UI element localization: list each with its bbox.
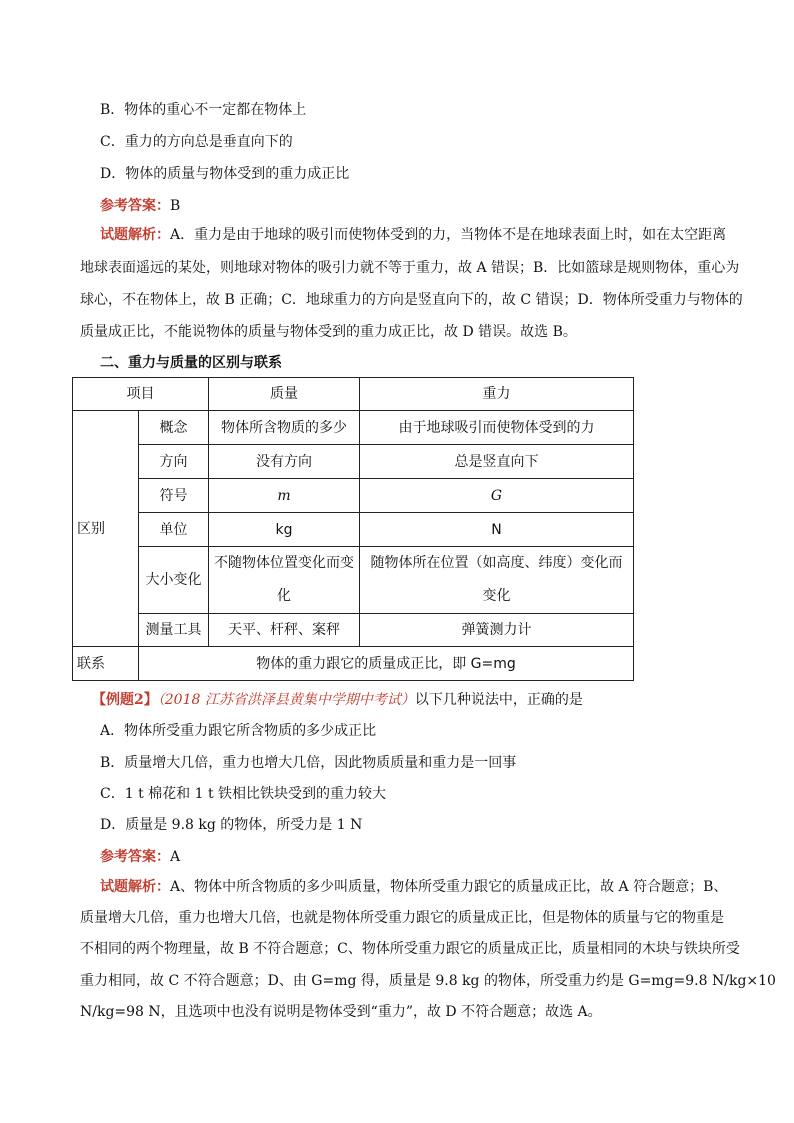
- table-row-name: 方向: [139, 445, 209, 479]
- table-row: [73, 445, 634, 479]
- q1-analysis-line: 球心，不在物体上，故 B 正确；C．地球重力的方向是竖直向下的，故 C 错误；D．物体所受重力与物体的: [80, 292, 743, 308]
- table-row: [73, 547, 634, 614]
- q2-analysis-label: 试题解析：: [100, 879, 170, 895]
- table-row: [73, 614, 634, 647]
- table-row-name: 概念: [139, 411, 209, 445]
- q2-answer-value: A: [170, 849, 181, 865]
- table-cell-weight: 由于地球吸引而使物体受到的力: [360, 411, 634, 445]
- table-row-name: 大小变化: [139, 547, 209, 614]
- q2-analysis-line: 不相同的两个物理量，故 B 不符合题意；C、物体所受重力跟它的质量成正比，质量相同的木块与铁块所受: [80, 941, 740, 957]
- q2-analysis-line: 质量增大几倍，重力也增大几倍，也就是物体所受重力跟它的质量成正比，但是物体的质量与它的物重是: [80, 910, 724, 926]
- q2-answer-label: 参考答案：: [100, 849, 170, 865]
- table-cell-mass: 物体所含物质的多少: [209, 411, 360, 445]
- table-row-name: 符号: [139, 479, 209, 513]
- q1-answer-value: B: [170, 198, 181, 214]
- table-cell-mass: m: [209, 479, 360, 513]
- q2-option-b: B．质量增大几倍，重力也增大几倍，因此物质质量和重力是一回事: [100, 755, 517, 771]
- q1-analysis-line: A．重力是由于地球的吸引而使物体受到的力，当物体不是在地球表面上时，如在太空距离: [170, 227, 727, 243]
- q1-option-b: B．物体的重心不一定都在物体上: [100, 102, 307, 118]
- table-cell-mass: 不随物体位置变化而变化: [209, 547, 360, 614]
- table-row-name: 单位: [139, 513, 209, 547]
- q2-stem: [92, 690, 583, 710]
- q2-option-c: C．1 t 棉花和 1 t 铁相比铁块受到的重力较大: [100, 786, 387, 802]
- q1-answer: [100, 196, 180, 216]
- section-title: 二、重力与质量的区别与联系: [100, 355, 282, 371]
- table-cell-weight: 总是竖直向下: [360, 445, 634, 479]
- table-row: [73, 513, 634, 547]
- table-row: [73, 479, 634, 513]
- table-cell-weight: 随物体所在位置（如高度、纬度）变化而变化: [360, 547, 634, 614]
- mass-weight-table: [72, 377, 634, 681]
- table-cell-mass: kg: [209, 513, 360, 547]
- table-cell-mass: 没有方向: [209, 445, 360, 479]
- q1-analysis-line: 地球表面遥远的某处，则地球对物体的吸引力就不等于重力，故 A 错误；B．比如篮球是规则物体，重心为: [80, 260, 740, 276]
- table-row: [73, 647, 634, 681]
- table-head-weight: 重力: [360, 378, 634, 411]
- table-cell-weight: G: [360, 479, 634, 513]
- table-head-mass: 质量: [209, 378, 360, 411]
- table-head-item: 项目: [73, 378, 209, 411]
- q2-tag: 【例题2】: [92, 692, 158, 708]
- q1-answer-label: 参考答案：: [100, 198, 170, 214]
- table-link-text: 物体的重力跟它的质量成正比，即 G=mg: [139, 647, 634, 681]
- q2-source: （2018 江苏省洪泽县黄集中学期中考试）: [157, 692, 415, 708]
- q2-stem-text: 以下几种说法中，正确的是: [414, 692, 583, 708]
- q1-option-c: C．重力的方向总是垂直向下的: [100, 134, 293, 150]
- table-cell-mass: 天平、杆秤、案秤: [209, 614, 360, 647]
- table-cell-weight: N: [360, 513, 634, 547]
- q2-option-d: D．质量是 9.8 kg 的物体，所受力是 1 N: [100, 817, 363, 833]
- q1-analysis-line: 质量成正比，不能说物体的质量与物体受到的重力成正比，故 D 错误。故选 B。: [80, 324, 577, 340]
- table-row: [73, 411, 634, 445]
- q1-analysis-label: 试题解析：: [100, 227, 170, 243]
- q2-analysis-line: 重力相同，故 C 不符合题意；D、由 G=mg 得，质量是 9.8 kg 的物体，所受重力约是 G=mg=9.8 N/kg×10: [80, 973, 776, 989]
- q2-option-a: A．物体所受重力跟它所含物质的多少成正比: [100, 723, 377, 739]
- q2-answer: [100, 847, 180, 867]
- q1-option-d: D．物体的质量与物体受到的重力成正比: [100, 166, 350, 182]
- table-cell-weight: 弹簧测力计: [360, 614, 634, 647]
- table-group-diff: 区别: [73, 411, 139, 647]
- q2-analysis-line: A、物体中所含物质的多少叫质量，物体所受重力跟它的质量成正比，故 A 符合题意；B、: [170, 879, 728, 895]
- table-group-link: 联系: [73, 647, 139, 681]
- q2-analysis-line: N/kg=98 N，且选项中也没有说明是物体受到“重力”，故 D 不符合题意；故选 A。: [80, 1004, 602, 1020]
- table-row-name: 测量工具: [139, 614, 209, 647]
